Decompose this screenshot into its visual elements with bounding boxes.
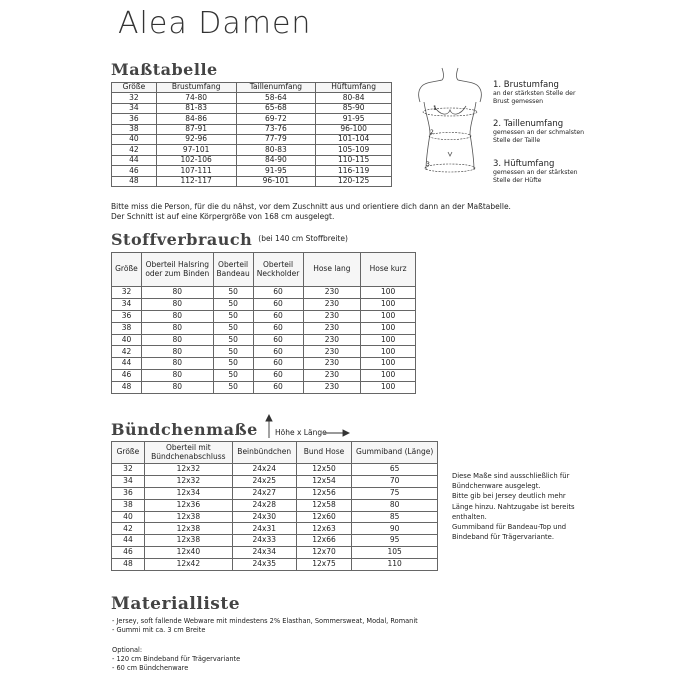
table-row (112, 310, 416, 322)
table-row (112, 145, 392, 155)
side-note-line: Gummiband für Bandeau-Top und (452, 523, 567, 532)
table-cell: 44 (112, 155, 157, 165)
table-cell: 36 (112, 114, 157, 124)
table-cell: 12x63 (296, 523, 352, 535)
optional-label: Optional: (112, 646, 143, 654)
table-cell: 36 (112, 487, 145, 499)
figure-left-shoulder-outline (419, 68, 444, 102)
table-cell: 230 (303, 322, 361, 334)
table-cell: 50 (213, 346, 253, 358)
stoffverbrauch-heading: Stoffverbrauch $^{(bei 140 cm Stoffbreite)}$ (111, 230, 348, 249)
legend-brustumfang: 1. Brustumfang an der stärksten Stelle der Brust gemessen (493, 80, 576, 105)
figure-bust-outline (434, 106, 466, 114)
table-cell: 50 (213, 298, 253, 310)
table-cell: 105-109 (316, 145, 392, 155)
table-header-row (112, 442, 438, 464)
table-cell: 12x75 (296, 559, 352, 571)
table-cell: 50 (213, 382, 253, 394)
side-note-line: Diese Maße sind ausschließlich für (452, 472, 570, 480)
table-cell: 80 (141, 358, 213, 370)
table-cell: 12x38 (144, 535, 232, 547)
table-cell: 12x38 (144, 523, 232, 535)
table-cell: 32 (112, 464, 145, 476)
table-cell: 110 (352, 559, 438, 571)
legend-taillenumfang: 2. Taillenumfang gemessen an der schmalsten Stelle der Taille (493, 119, 585, 144)
table-row (112, 114, 392, 124)
table-cell: 12x54 (296, 475, 352, 487)
table-cell: 84-90 (236, 155, 316, 165)
table-cell: 91-95 (236, 166, 316, 176)
table-cell: 105 (352, 547, 438, 559)
table-cell: 80 (141, 334, 213, 346)
buendchen-table (111, 441, 438, 571)
table-cell: 34 (112, 298, 142, 310)
table-row (112, 155, 392, 165)
material-item: - Jersey, soft fallende Webware mit mindestens 2% Elasthan, Sommersweat, Modal, Romanit (112, 617, 418, 625)
column-header: Oberteil Neckholder (253, 253, 303, 287)
column-header: Hose lang (303, 253, 361, 287)
table-row (112, 475, 438, 487)
table-cell: 12x32 (144, 475, 232, 487)
table-cell: 75 (352, 487, 438, 499)
table-row (112, 464, 438, 476)
table-cell: 80 (141, 370, 213, 382)
table-cell: 100 (361, 287, 416, 299)
table-cell: 50 (213, 358, 253, 370)
table-row (112, 124, 392, 134)
table-cell: 85 (352, 511, 438, 523)
table-cell: 50 (213, 334, 253, 346)
column-header: Hose kurz (361, 253, 416, 287)
table-cell: 48 (112, 559, 145, 571)
table-cell: 42 (112, 145, 157, 155)
table-cell: 87-91 (156, 124, 236, 134)
table-cell: 81-83 (156, 103, 236, 113)
waist-measure-line (429, 133, 471, 140)
table-cell: 100 (361, 322, 416, 334)
table-cell: 50 (213, 287, 253, 299)
table-cell: 12x66 (296, 535, 352, 547)
table-row (112, 103, 392, 113)
table-cell: 80 (141, 298, 213, 310)
column-header: Größe (112, 253, 142, 287)
table-cell: 36 (112, 310, 142, 322)
table-cell: 24x35 (232, 559, 296, 571)
table-cell: 24x24 (232, 464, 296, 476)
table-row (112, 382, 416, 394)
table-cell: 12x40 (144, 547, 232, 559)
column-header: Beinbündchen (232, 442, 296, 464)
material-item: - Gummi mit ca. 3 cm Breite (112, 626, 206, 634)
body-measurement-figure (408, 66, 490, 204)
side-note-line: Bitte gib bei Jersey deutlich mehr (452, 492, 566, 501)
height-arrow-head (266, 415, 272, 421)
column-header: Taillenumfang (236, 83, 316, 93)
legend-hueftumfang: 3. Hüftumfang gemessen an der stärksten Stelle der Hüfte (493, 159, 578, 184)
table-cell: 85-90 (316, 103, 392, 113)
table-cell: 42 (112, 346, 142, 358)
table-cell: 32 (112, 287, 142, 299)
table-cell: 100 (361, 358, 416, 370)
table-row (112, 523, 438, 535)
table-cell: 50 (213, 370, 253, 382)
optional-item: - 120 cm Bindeband für Trägervariante (112, 655, 241, 663)
side-note-line: Bündchenware ausgelegt. (452, 482, 541, 491)
stoffverbrauch-table (111, 252, 416, 394)
table-row (112, 346, 416, 358)
table-cell: 50 (213, 322, 253, 334)
table-cell: 116-119 (316, 166, 392, 176)
table-cell: 112-117 (156, 176, 236, 186)
table-cell: 80 (141, 346, 213, 358)
table-cell: 100 (361, 310, 416, 322)
table-cell: 230 (303, 298, 361, 310)
table-cell: 100 (361, 370, 416, 382)
table-cell: 230 (303, 370, 361, 382)
table-cell: 12x60 (296, 511, 352, 523)
column-header: Größe (112, 442, 145, 464)
table-cell: 73-76 (236, 124, 316, 134)
table-cell: 92-96 (156, 134, 236, 144)
table-cell: 230 (303, 334, 361, 346)
table-cell: 60 (253, 322, 303, 334)
table-cell: 110-115 (316, 155, 392, 165)
table-cell: 96-101 (236, 176, 316, 186)
length-arrow-head (343, 430, 349, 436)
figure-navel (448, 152, 452, 156)
table-cell: 60 (253, 287, 303, 299)
table-cell: 50 (213, 310, 253, 322)
table-cell: 80 (141, 287, 213, 299)
table-cell: 44 (112, 535, 145, 547)
table-row (112, 176, 392, 186)
table-cell: 100 (361, 346, 416, 358)
materialliste-list (112, 617, 418, 673)
table-cell: 48 (112, 382, 142, 394)
table-cell: 69-72 (236, 114, 316, 124)
table-cell: 60 (253, 370, 303, 382)
table-cell: 12x42 (144, 559, 232, 571)
column-header: Oberteil Bandeau (213, 253, 253, 287)
column-header: Hüftumfang (316, 83, 392, 93)
table-cell: 60 (253, 346, 303, 358)
table-cell: 24x34 (232, 547, 296, 559)
table-cell: 60 (253, 310, 303, 322)
masstabelle-note-2: Der Schnitt ist auf eine Körpergröße von 168 cm ausgelegt. (111, 212, 335, 221)
table-header-row (112, 83, 392, 93)
table-cell: 38 (112, 499, 145, 511)
table-cell: 24x28 (232, 499, 296, 511)
masstabelle-table (111, 82, 392, 187)
table-cell: 60 (253, 334, 303, 346)
table-cell: 24x31 (232, 523, 296, 535)
table-cell: 12x34 (144, 487, 232, 499)
table-cell: 230 (303, 287, 361, 299)
column-header: Oberteil Halsring oder zum Binden (141, 253, 213, 287)
table-cell: 80 (141, 382, 213, 394)
table-cell: 102-106 (156, 155, 236, 165)
table-cell: 80-83 (236, 145, 316, 155)
table-cell: 24x33 (232, 535, 296, 547)
table-cell: 24x30 (232, 511, 296, 523)
table-cell: 12x38 (144, 511, 232, 523)
table-cell: 44 (112, 358, 142, 370)
table-cell: 12x70 (296, 547, 352, 559)
table-row (112, 166, 392, 176)
figure-label-2: 2 (430, 129, 434, 136)
table-cell: 12x58 (296, 499, 352, 511)
table-cell: 77-79 (236, 134, 316, 144)
table-cell: 95 (352, 535, 438, 547)
table-cell: 230 (303, 346, 361, 358)
column-header: Gummiband (Länge) (352, 442, 438, 464)
table-cell: 107-111 (156, 166, 236, 176)
table-cell: 40 (112, 334, 142, 346)
table-row (112, 93, 392, 103)
materialliste-heading: Materialliste (111, 594, 241, 614)
table-cell: 90 (352, 523, 438, 535)
table-cell: 65-68 (236, 103, 316, 113)
table-cell: 230 (303, 358, 361, 370)
table-cell: 100 (361, 382, 416, 394)
table-cell: 46 (112, 166, 157, 176)
column-header: Größe (112, 83, 157, 93)
table-cell: 100 (361, 334, 416, 346)
buendchen-side-note (452, 471, 575, 542)
table-row (112, 358, 416, 370)
table-cell: 74-80 (156, 93, 236, 103)
masstabelle-note-1: Bitte miss die Person, für die du nähst, vor dem Zuschnitt aus und orientiere dich dann an der Maßtabelle. (111, 202, 511, 211)
table-cell: 80-84 (316, 93, 392, 103)
table-cell: 60 (253, 358, 303, 370)
table-cell: 46 (112, 370, 142, 382)
table-cell: 34 (112, 475, 145, 487)
table-cell: 40 (112, 511, 145, 523)
table-cell: 101-104 (316, 134, 392, 144)
table-cell: 12x56 (296, 487, 352, 499)
table-cell: 70 (352, 475, 438, 487)
table-cell: 60 (253, 382, 303, 394)
column-header: Brustumfang (156, 83, 236, 93)
table-cell: 230 (303, 382, 361, 394)
table-cell: 65 (352, 464, 438, 476)
table-row (112, 370, 416, 382)
table-cell: 80 (141, 322, 213, 334)
table-cell: 120-125 (316, 176, 392, 186)
side-note-line: enthalten. (452, 512, 487, 521)
table-row (112, 287, 416, 299)
table-cell: 97-101 (156, 145, 236, 155)
hoehe-laenge-label: Höhe x Länge (275, 428, 327, 437)
table-cell: 42 (112, 523, 145, 535)
buendchen-heading: Bündchenmaße (111, 420, 258, 439)
table-row (112, 322, 416, 334)
table-cell: 230 (303, 310, 361, 322)
table-cell: 60 (253, 298, 303, 310)
column-header: Bund Hose (296, 442, 352, 464)
table-cell: 12x50 (296, 464, 352, 476)
table-cell: 38 (112, 322, 142, 334)
table-cell: 80 (352, 499, 438, 511)
figure-label-1: 1 (433, 105, 437, 112)
table-row (112, 298, 416, 310)
table-row (112, 499, 438, 511)
table-row (112, 487, 438, 499)
table-cell: 48 (112, 176, 157, 186)
side-note-line: Bindeband für Trägervariante. (452, 533, 555, 542)
table-cell: 96-100 (316, 124, 392, 134)
side-note-line: Länge hinzu. Nahtzugabe ist bereits (452, 502, 575, 511)
table-cell: 46 (112, 547, 145, 559)
table-row (112, 559, 438, 571)
table-header-row (112, 253, 416, 287)
table-row (112, 334, 416, 346)
table-cell: 24x27 (232, 487, 296, 499)
table-cell: 91-95 (316, 114, 392, 124)
table-cell: 34 (112, 103, 157, 113)
table-cell: 40 (112, 134, 157, 144)
table-cell: 24x25 (232, 475, 296, 487)
table-cell: 58-64 (236, 93, 316, 103)
table-cell: 100 (361, 298, 416, 310)
page-title: Alea Damen (118, 6, 312, 41)
table-cell: 12x36 (144, 499, 232, 511)
table-row (112, 547, 438, 559)
table-cell: 84-86 (156, 114, 236, 124)
optional-item: - 60 cm Bündchenware (112, 664, 189, 672)
table-cell: 32 (112, 93, 157, 103)
table-cell: 12x32 (144, 464, 232, 476)
column-header: Oberteil mit Bündchenabschluss (144, 442, 232, 464)
masstabelle-heading: Maßtabelle (111, 60, 218, 79)
table-row (112, 511, 438, 523)
table-cell: 80 (141, 310, 213, 322)
table-cell: 38 (112, 124, 157, 134)
figure-right-shoulder-outline (457, 68, 482, 102)
hip-measure-line (425, 164, 475, 172)
table-row (112, 535, 438, 547)
table-row (112, 134, 392, 144)
figure-label-3: 3 (426, 161, 430, 168)
